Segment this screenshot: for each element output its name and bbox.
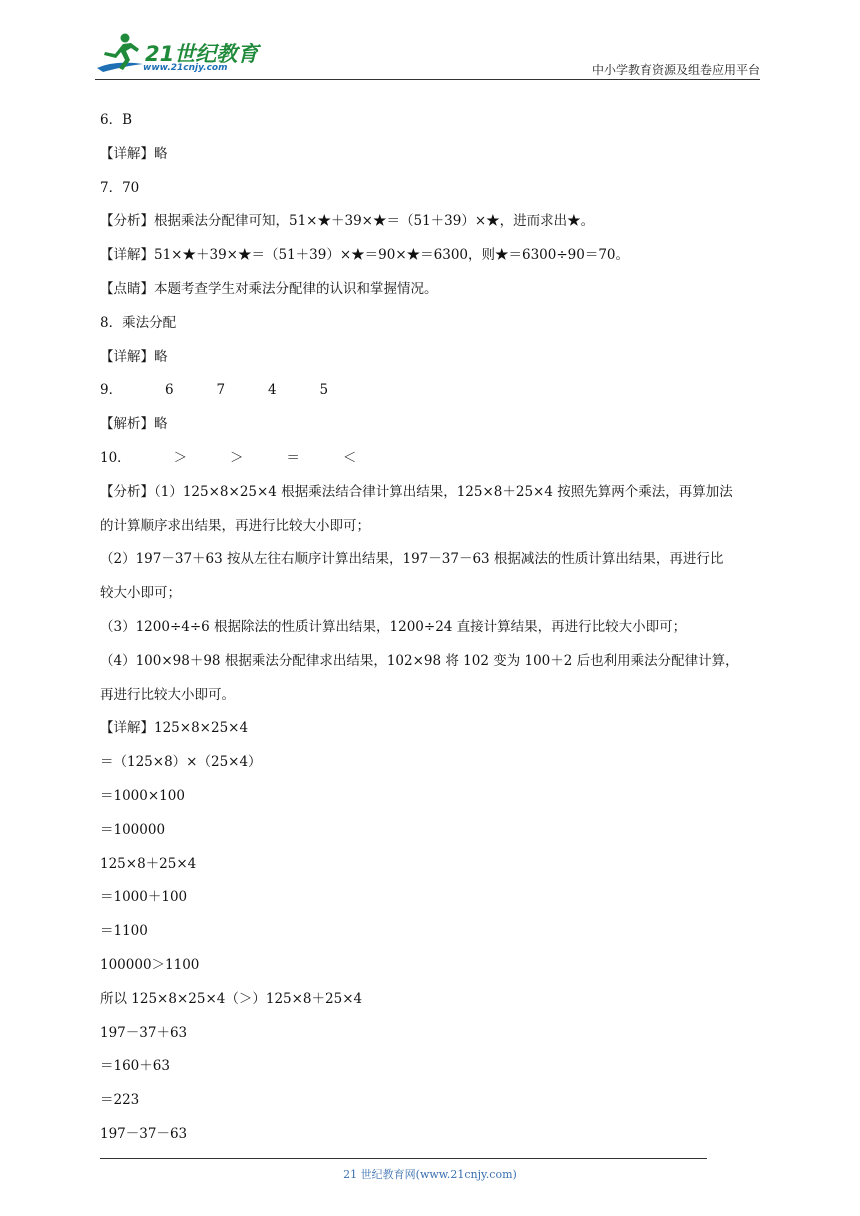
text-line: ＝1000＋100	[100, 889, 188, 906]
text-line: 197－37＋63	[100, 1024, 188, 1041]
page-footer: 21 世纪教育网(www.21cnjy.com)	[343, 1168, 517, 1181]
text-line: 【详解】125×8×25×4	[100, 720, 249, 737]
text-line: 7．70	[100, 179, 140, 196]
text-line: ＝100000	[100, 821, 166, 838]
text-line: 197－37－63	[100, 1125, 188, 1142]
header-divider	[95, 79, 760, 80]
text-line: 【点睛】本题考查学生对乘法分配律的认识和掌握情况。	[100, 280, 438, 297]
document-body	[100, 104, 760, 1152]
text-line: 【分析】根据乘法分配律可知，51×★＋39×★＝（51＋39）×★，进而求出★。	[100, 213, 595, 230]
text-line: 【详解】略	[100, 348, 168, 365]
text-line: 【详解】51×★＋39×★＝（51＋39）×★＝90×★＝6300，则★＝6300÷90＝70。	[100, 247, 630, 264]
text-line: 9． 6 7 4 5	[100, 382, 329, 399]
text-line: ＝1100	[100, 923, 148, 940]
runner-logo-icon	[95, 30, 145, 76]
text-line: 较大小即可；	[100, 585, 181, 602]
logo-title: 21世纪教育	[145, 42, 259, 66]
text-line: 100000＞1100	[100, 956, 200, 973]
text-line: （2）197－37＋63 按从左往右顺序计算出结果，197－37－63 根据减法的性质计算出结果，再进行比	[100, 551, 724, 568]
text-line: 125×8＋25×4	[100, 855, 197, 872]
text-line: ＝1000×100	[100, 787, 185, 804]
text-line: 6．B	[100, 112, 133, 128]
site-logo	[95, 30, 265, 76]
text-line: ＝223	[100, 1092, 140, 1109]
text-line: 【详解】略	[100, 145, 168, 162]
text-line: 10． ＞ ＞ ＝ ＜	[100, 449, 357, 466]
page-header	[95, 30, 760, 80]
text-line: 所以 125×8×25×4（＞）125×8＋25×4	[100, 990, 363, 1007]
text-line: ＝160＋63	[100, 1058, 170, 1075]
text-line: 再进行比较大小即可。	[100, 686, 235, 703]
text-line: ＝（125×8）×（25×4）	[100, 754, 262, 771]
text-line: 【分析】（1）125×8×25×4 根据乘法结合律计算出结果，125×8＋25×4 按照先算两个乘法，再算加法	[100, 483, 733, 500]
text-line: 8．乘法分配	[100, 314, 177, 331]
footer-divider	[100, 1158, 707, 1159]
text-line: 【解析】略	[100, 416, 168, 433]
header-platform-text: 中小学教育资源及组卷应用平台	[591, 63, 760, 77]
logo-url: www.21cnjy.com	[143, 63, 228, 73]
text-line: （4）100×98＋98 根据乘法分配律求出结果，102×98 将 102 变为 100＋2 后也利用乘法分配律计算，	[100, 652, 739, 669]
text-line: 的计算顺序求出结果，再进行比较大小即可；	[100, 517, 370, 534]
text-line: （3）1200÷4÷6 根据除法的性质计算出结果，1200÷24 直接计算结果，再进行比较大小即可；	[100, 618, 687, 635]
